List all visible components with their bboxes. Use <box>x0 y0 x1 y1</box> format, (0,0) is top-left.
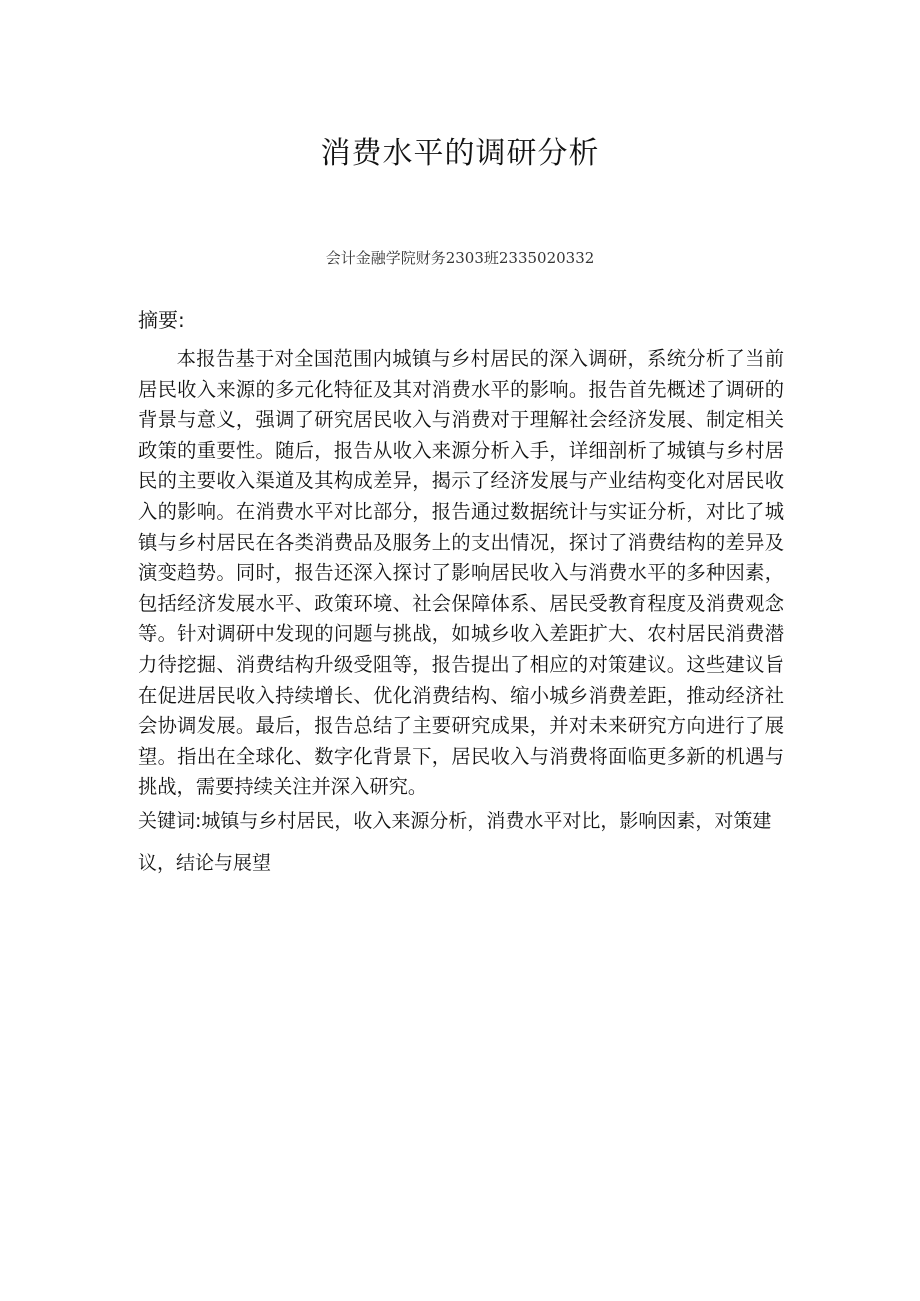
keywords-text: 城镇与乡村居民，收入来源分析，消费水平对比，影响因素，对策建议，结论与展望 <box>138 810 772 874</box>
author-line: 会计金融学院财务2303班2335020332 <box>325 249 595 267</box>
document-title: 消费水平的调研分析 <box>320 136 600 171</box>
keywords-line <box>138 800 788 884</box>
keywords-label: 关键词: <box>138 810 202 832</box>
abstract-heading: 摘要: <box>138 308 185 332</box>
abstract-paragraph: 本报告基于对全国范围内城镇与乡村居民的深入调研，系统分析了当前居民收入来源的多元化特征及其对消费水平的影响。报告首先概述了调研的背景与意义，强调了研究居民收入与消费对于理解社会经济发展、制定相关政策的重要性。随后，报告从收入来源分析入手，详细剖析了城镇与乡村居民的主要收入渠道及其构成差异，揭示了经济发展与产业结构变化对居民收入的影响。在消费水平对比部分，报告通过数据统计与实证分析，对比了城镇与乡村居民在各类消费品及服务上的支出情况，探讨了消费结构的差异及演变趋势。同时，报告还深入探讨了影响居民收入与消费水平的多种因素，包括经济发展水平、政策环境、社会保障体系、居民受教育程度及消费观念等。针对调研中发现的问题与挑战，如城乡收入差距扩大、农村居民消费潜力待挖掘、消费结构升级受阻等，报告提出了相应的对策建议。这些建议旨在促进居民收入持续增长、优化消费结构、缩小城乡消费差距，推动经济社会协调发展。最后，报告总结了主要研究成果，并对未来研究方向进行了展望。指出在全球化、数字化背景下，居民收入与消费将面临更多新的机遇与挑战，需要持续关注并深入研究。 <box>138 347 784 799</box>
